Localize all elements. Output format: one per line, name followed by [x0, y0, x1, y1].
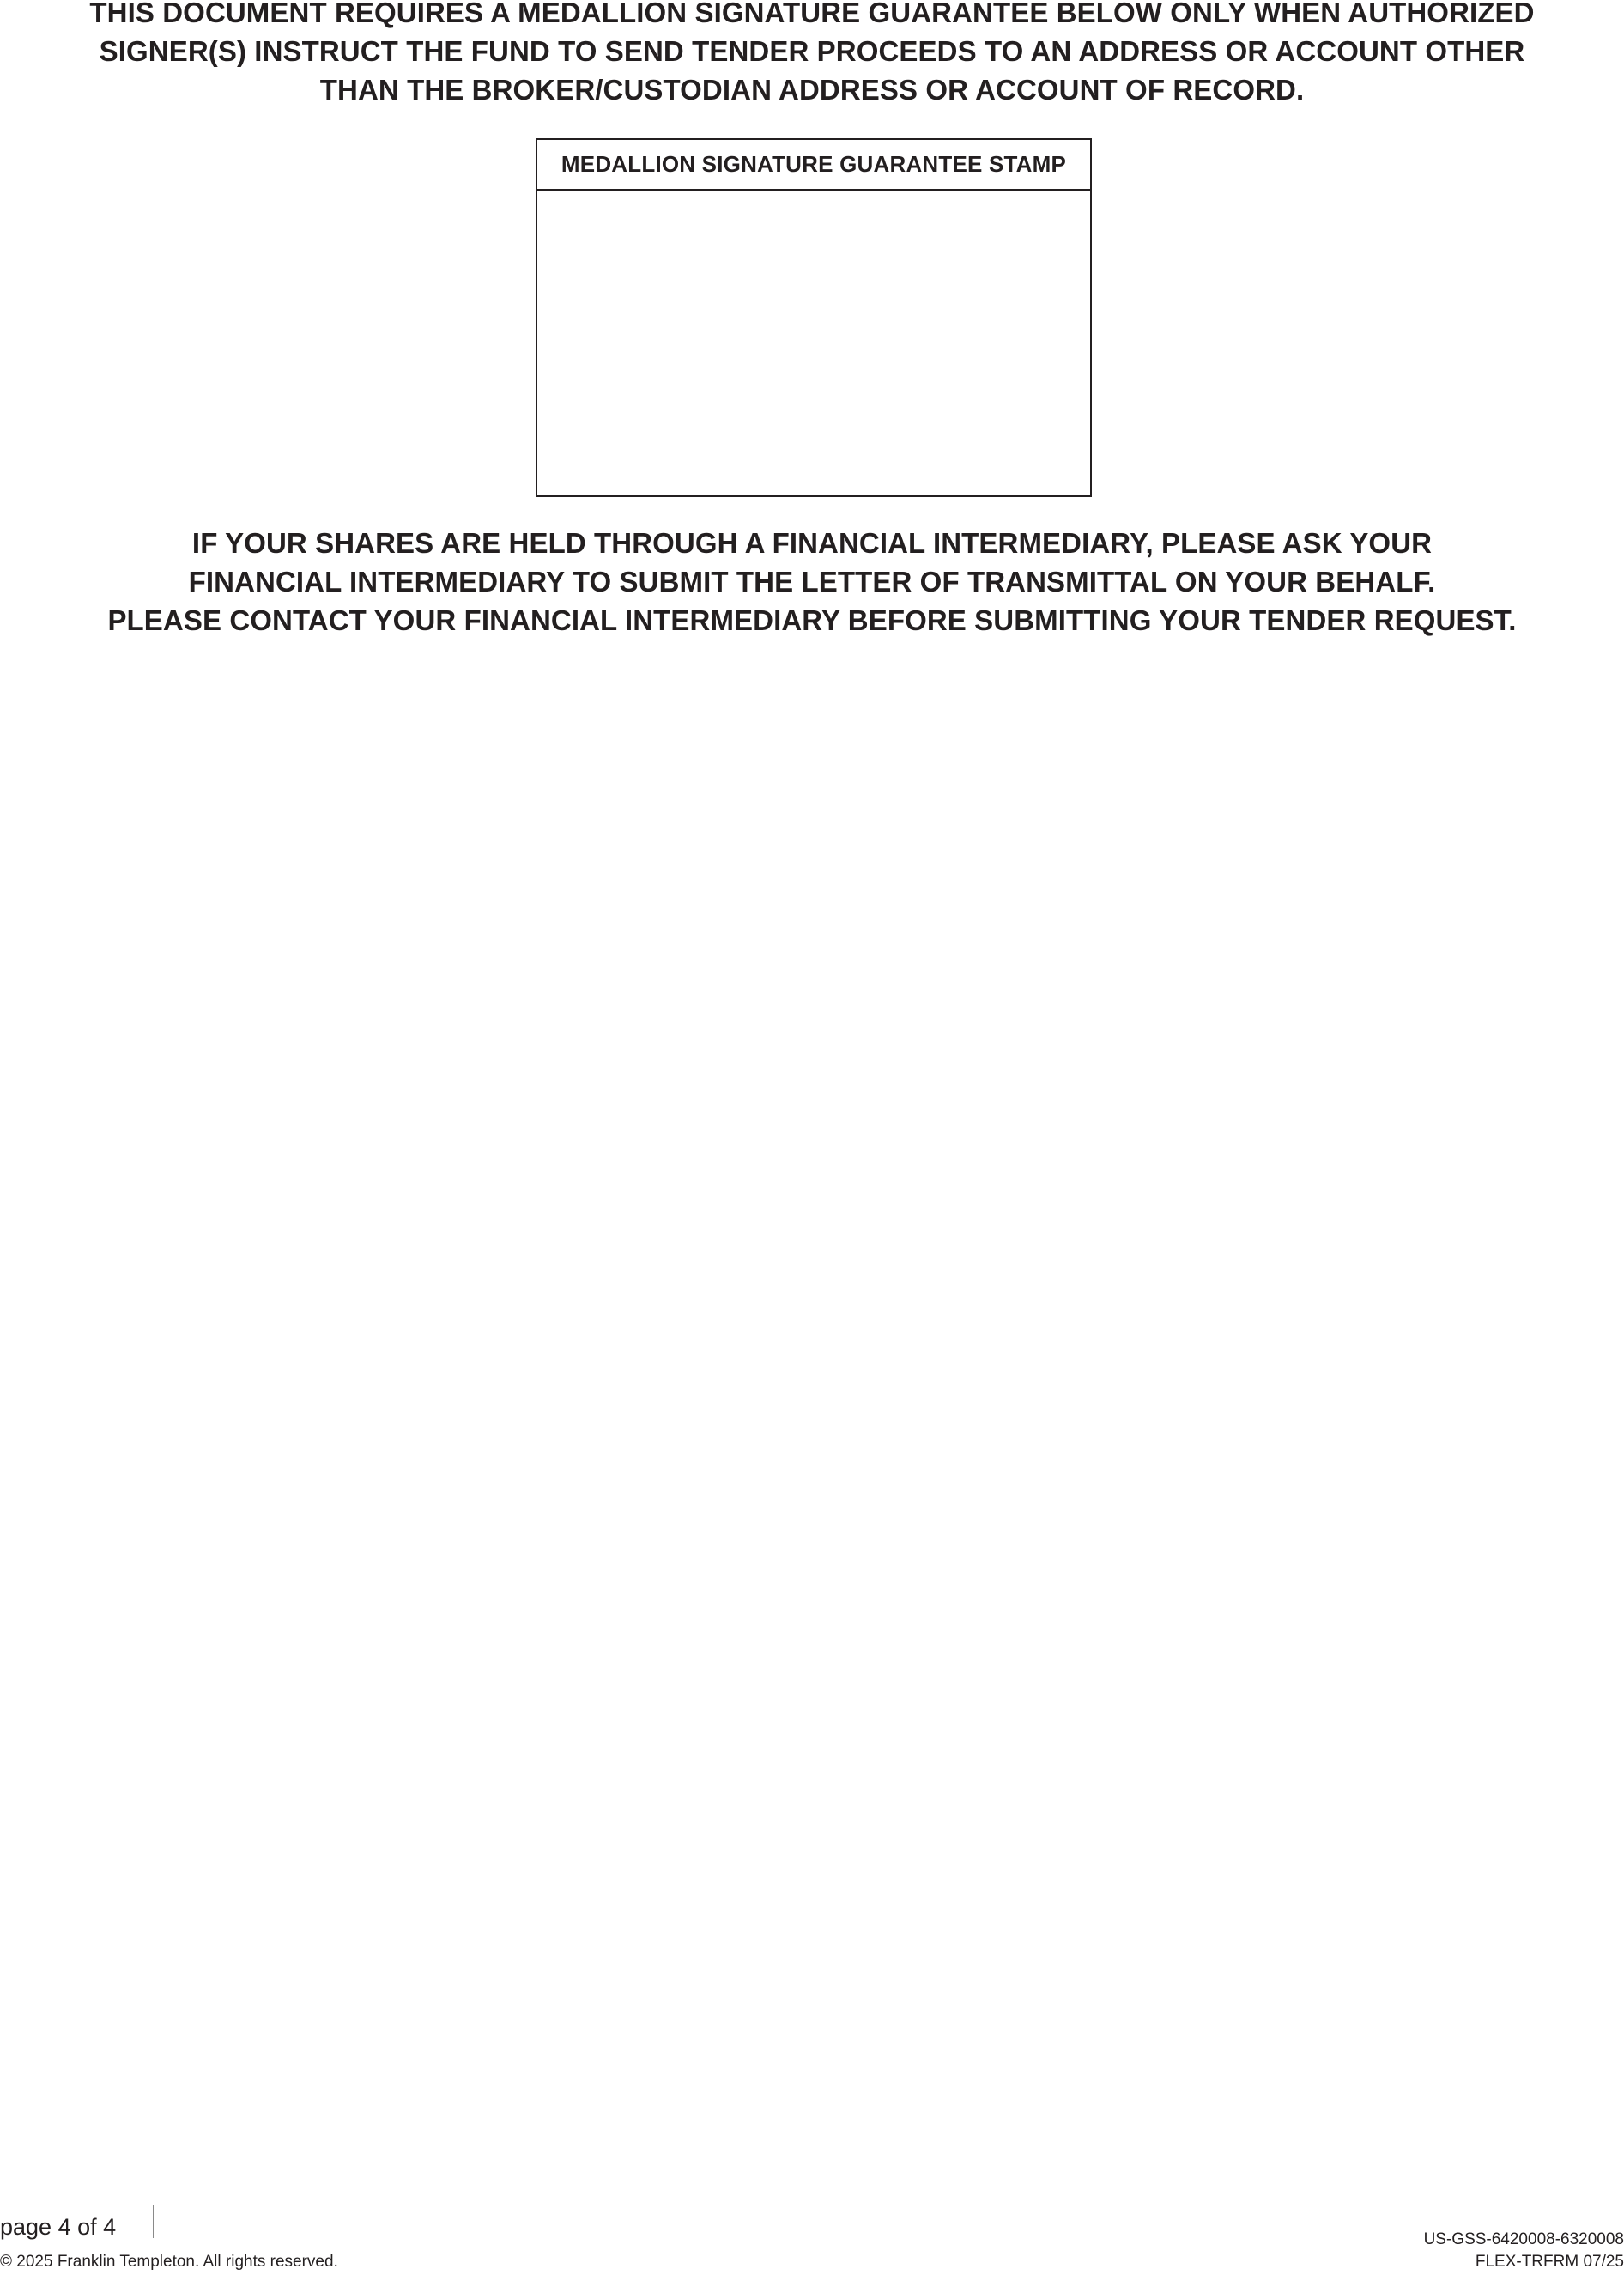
- page-number: page 4 of 4: [0, 2214, 117, 2240]
- stamp-area: [537, 191, 1090, 495]
- notice-line: FINANCIAL INTERMEDIARY TO SUBMIT THE LETTER OF TRANSMITTAL ON YOUR BEHALF.: [188, 566, 1436, 598]
- copyright-notice: © 2025 Franklin Templeton. All rights reserved.: [0, 2253, 338, 2271]
- notice-line: SIGNER(S) INSTRUCT THE FUND TO SEND TENDER PROCEEDS TO AN ADDRESS OR ACCOUNT OTHER: [99, 35, 1525, 67]
- form-code: US-GSS-6420008-6320008: [1423, 2230, 1624, 2248]
- form-revision-code: FLEX-TRFRM 07/25: [1475, 2253, 1624, 2271]
- notice-line: THIS DOCUMENT REQUIRES A MEDALLION SIGNATURE GUARANTEE BELOW ONLY WHEN AUTHORIZED: [89, 0, 1535, 28]
- footer-divider: [153, 2205, 154, 2238]
- notice-line: THAN THE BROKER/CUSTODIAN ADDRESS OR ACCOUNT OF RECORD.: [319, 74, 1305, 106]
- stamp-box-header: MEDALLION SIGNATURE GUARANTEE STAMP: [537, 140, 1090, 191]
- financial-intermediary-notice: [0, 524, 1624, 640]
- medallion-requirement-notice: [0, 0, 1624, 109]
- notice-line: IF YOUR SHARES ARE HELD THROUGH A FINANCIAL INTERMEDIARY, PLEASE ASK YOUR: [191, 527, 1433, 559]
- notice-line: PLEASE CONTACT YOUR FINANCIAL INTERMEDIARY BEFORE SUBMITTING YOUR TENDER REQUEST.: [107, 604, 1517, 636]
- medallion-stamp-box: [536, 138, 1092, 497]
